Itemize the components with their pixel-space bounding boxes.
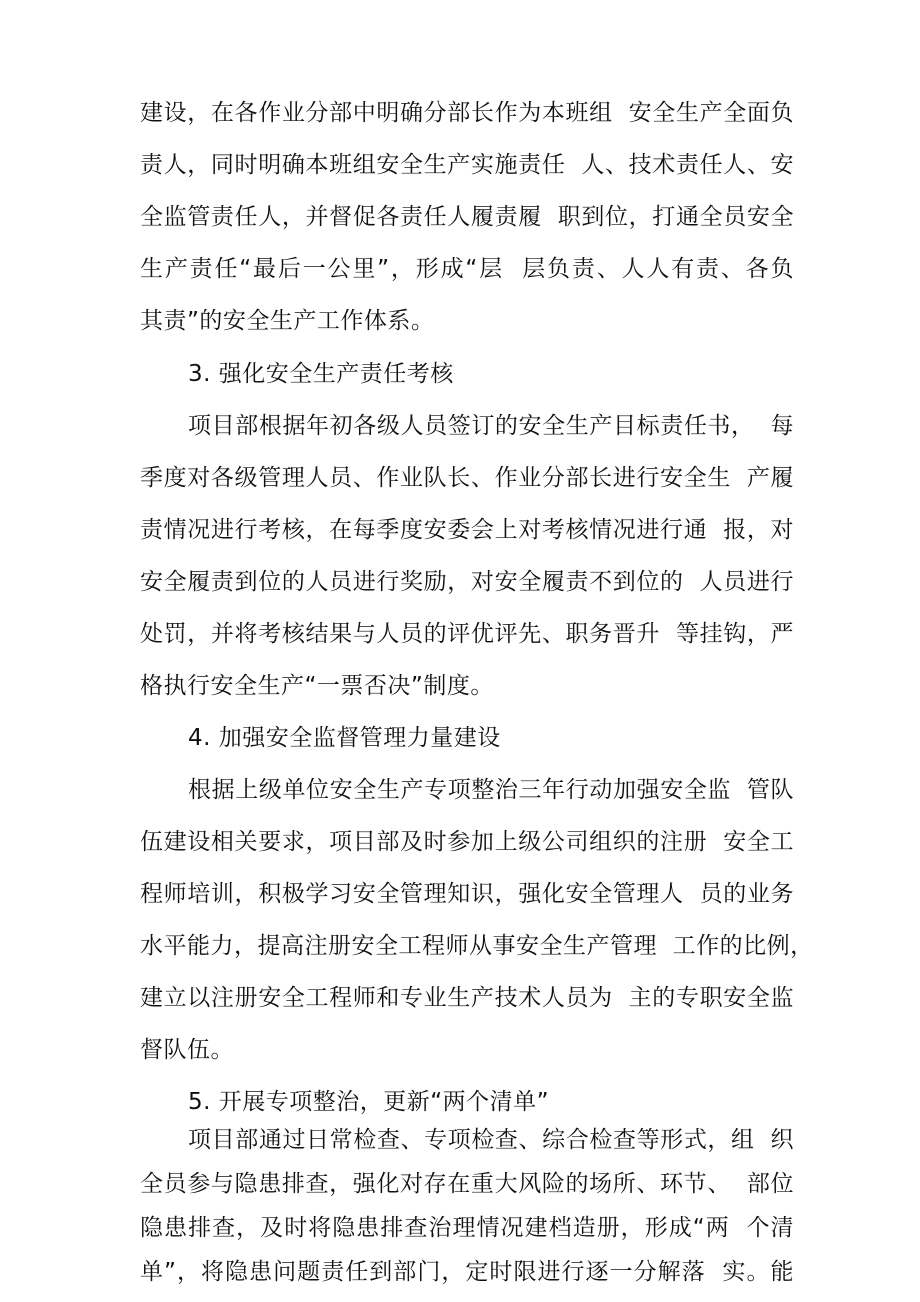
- paragraph-line: 建立以注册安全工程师和专业生产技术人员为 主的专职安全监: [140, 985, 794, 1011]
- section-heading: 3. 强化安全生产责任考核: [188, 361, 454, 387]
- paragraph-line: 处罚，并将考核结果与人员的评优评先、职务晋升 等挂钩，严: [140, 621, 794, 647]
- paragraph-line: 程师培训，积极学习安全管理知识，强化安全管理人 员的业务: [140, 881, 794, 907]
- paragraph-line: 全员参与隐患排查，强化对存在重大风险的场所、环节、 部位: [140, 1171, 794, 1197]
- paragraph-line: 生产责任“最后一公里”，形成“层 层负责、人人有责、各负: [140, 256, 794, 282]
- paragraph-line: 根据上级单位安全生产专项整治三年行动加强安全监 管队: [188, 777, 794, 803]
- paragraph-line: 项目部通过日常检查、专项检查、综合检查等形式，组 织: [188, 1127, 794, 1153]
- paragraph-line: 责人，同时明确本班组安全生产实施责任 人、技术责任人、安: [140, 152, 794, 178]
- paragraph-line: 建设，在各作业分部中明确分部长作为本班组 安全生产全面负: [140, 100, 794, 126]
- paragraph-line: 项目部根据年初各级人员签订的安全生产目标责任书， 每: [188, 413, 794, 439]
- paragraph-line: 督队伍。: [140, 1037, 234, 1063]
- paragraph-line: 责情况进行考核，在每季度安委会上对考核情况进行通 报，对: [140, 517, 794, 543]
- paragraph-line: 安全履责到位的人员进行奖励，对安全履责不到位的 人员进行: [140, 569, 794, 595]
- paragraph-line: 单”，将隐患问题责任到部门，定时限进行逐一分解落 实。能: [140, 1259, 794, 1285]
- paragraph-line: 隐患排查，及时将隐患排查治理情况建档造册，形成“两 个清: [140, 1215, 794, 1241]
- paragraph-line: 水平能力，提高注册安全工程师从事安全生产管理 工作的比例，: [140, 933, 814, 959]
- paragraph-line: 其责”的安全生产工作体系。: [140, 308, 435, 334]
- paragraph-line: 格执行安全生产“一票否决”制度。: [140, 673, 494, 699]
- paragraph-line: 全监管责任人，并督促各责任人履责履 职到位，打通全员安全: [140, 204, 794, 230]
- paragraph-line: 伍建设相关要求，项目部及时参加上级公司组织的注册 安全工: [140, 829, 794, 855]
- paragraph-line: 季度对各级管理人员、作业队长、作业分部长进行安全生 产履: [140, 465, 794, 491]
- section-heading: 5. 开展专项整治，更新“两个清单”: [188, 1089, 550, 1115]
- section-heading: 4. 加强安全监督管理力量建设: [188, 725, 501, 751]
